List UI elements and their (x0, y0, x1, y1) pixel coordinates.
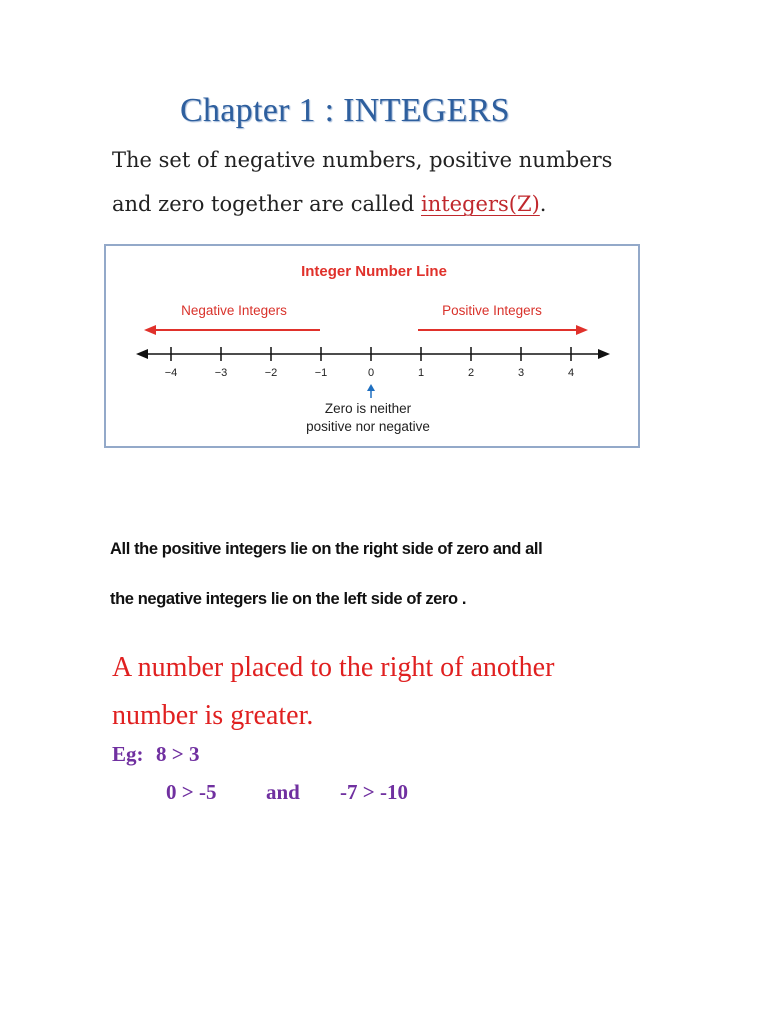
example-label: Eg: (112, 742, 144, 766)
positive-integers-label: Positive Integers (442, 303, 542, 318)
rule-line-2: number is greater. (112, 700, 314, 731)
number-line-svg (106, 246, 638, 446)
example-3: -7 > -10 (340, 780, 408, 804)
intro-line-2-prefix: and zero together are called (112, 192, 421, 216)
intro-line-2-suffix: . (539, 192, 547, 216)
axis-left-arrow (136, 349, 148, 359)
tick-label: −1 (314, 367, 328, 379)
tick-label: 0 (367, 367, 375, 379)
integers-term: integers(Z) (421, 192, 540, 216)
tick-label: −2 (264, 367, 278, 379)
zero-caption-line-1: Zero is neither (324, 401, 412, 416)
tick-label: −4 (164, 367, 178, 379)
positive-side-paragraph-line-2: the negative integers lie on the left side of zero . (110, 590, 467, 608)
positive-arrow-head (576, 325, 588, 335)
figure-heading: Integer Number Line (301, 263, 447, 280)
example-connector: and (266, 780, 300, 804)
axis-right-arrow (598, 349, 610, 359)
tick-label: 3 (517, 367, 525, 379)
example-1: 8 > 3 (156, 742, 200, 766)
intro-line-2 (112, 192, 546, 216)
tick-label: 1 (417, 367, 425, 379)
tick-label: −3 (214, 367, 228, 379)
tick-label: 4 (567, 367, 575, 379)
positive-side-paragraph-line-1: All the positive integers lie on the right side of zero and all (110, 540, 543, 558)
rule-line-1: A number placed to the right of another (112, 652, 555, 683)
tick-marks (165, 347, 574, 379)
zero-pointer-arrow-icon (367, 384, 375, 391)
negative-arrow-head (144, 325, 156, 335)
intro-line-1: The set of negative numbers, positive numbers (112, 148, 613, 172)
negative-integers-label: Negative Integers (181, 303, 287, 318)
tick-label: 2 (467, 367, 475, 379)
example-2: 0 > -5 (166, 780, 217, 804)
page-title: Chapter 1 : INTEGERS (180, 92, 510, 129)
zero-caption-line-2: positive nor negative (306, 419, 430, 434)
number-line-figure (104, 244, 640, 448)
